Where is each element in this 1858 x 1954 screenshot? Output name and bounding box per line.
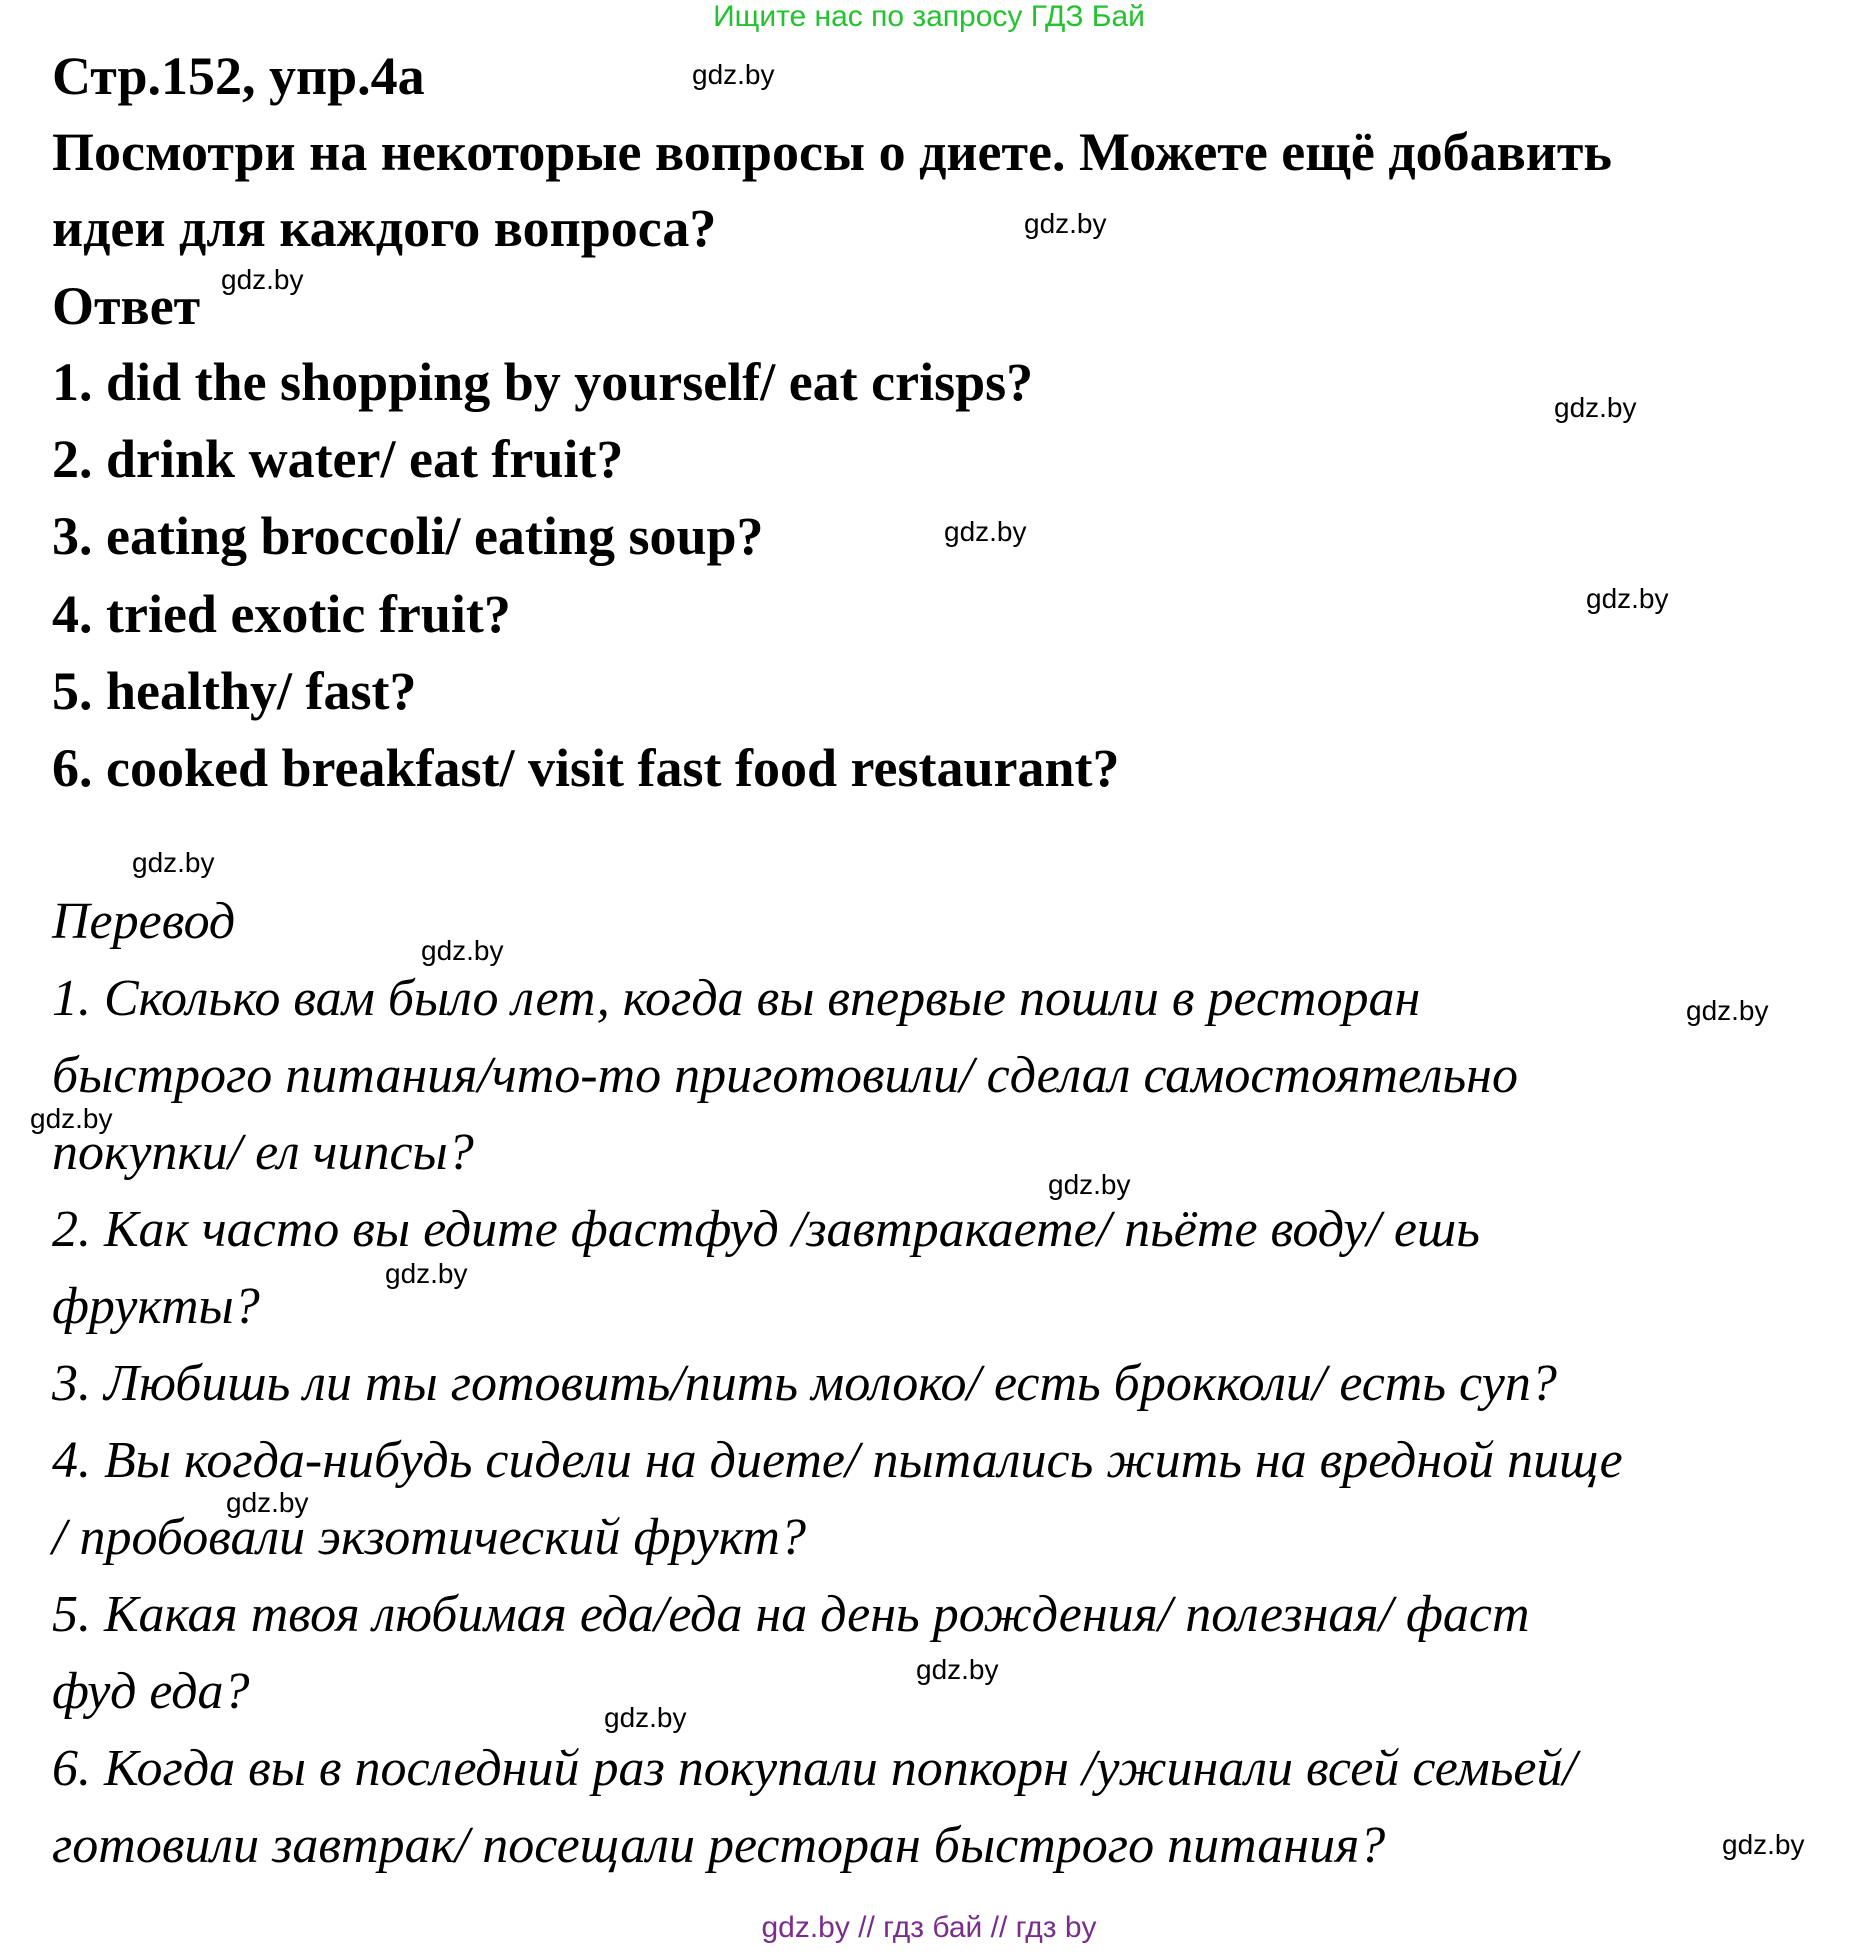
watermark: gdz.by bbox=[421, 935, 504, 966]
translation-line: 1. Сколько вам было лет, когда вы впервые пошли в ресторан bbox=[52, 970, 1421, 1027]
answer-item-2: 2. drink water/ eat fruit? bbox=[52, 429, 624, 489]
watermark: gdz.by bbox=[1048, 1169, 1131, 1200]
watermark: gdz.by bbox=[916, 1654, 999, 1685]
translation-line: 5. Какая твоя любимая еда/еда на день рождения/ полезная/ фаст bbox=[52, 1586, 1530, 1643]
watermark: gdz.by bbox=[1024, 208, 1107, 239]
watermark: gdz.by bbox=[385, 1258, 468, 1289]
answer-item-6: 6. cooked breakfast/ visit fast food restaurant? bbox=[52, 738, 1120, 798]
translation-line: покупки/ ел чипсы? bbox=[52, 1124, 474, 1181]
watermark: gdz.by bbox=[132, 847, 215, 878]
translation-line: фуд еда? bbox=[52, 1663, 250, 1720]
watermark: gdz.by bbox=[226, 1487, 309, 1518]
watermark: gdz.by bbox=[1554, 392, 1637, 423]
answer-item-4: 4. tried exotic fruit? bbox=[52, 584, 511, 644]
answer-item-5: 5. healthy/ fast? bbox=[52, 661, 417, 721]
task-text-line-2: идеи для каждого вопроса? bbox=[52, 198, 717, 258]
translation-label: Перевод bbox=[52, 893, 236, 950]
translation-line: 2. Как часто вы едите фастфуд /завтракаете/ пьёте воду/ ешь bbox=[52, 1201, 1480, 1258]
page-exercise-title: Стр.152, упр.4a bbox=[52, 46, 425, 106]
answer-label: Ответ bbox=[52, 276, 201, 336]
translation-line: / пробовали экзотический фрукт? bbox=[52, 1509, 806, 1566]
translation-line: 3. Любишь ли ты готовить/пить молоко/ есть брокколи/ есть суп? bbox=[52, 1355, 1557, 1412]
translation-line: фрукты? bbox=[52, 1278, 260, 1335]
watermark: gdz.by bbox=[1686, 995, 1769, 1026]
search-banner: Ищите нас по запросу ГДЗ Бай bbox=[713, 0, 1145, 33]
watermark: gdz.by bbox=[30, 1103, 113, 1134]
translation-line: 6. Когда вы в последний раз покупали попкорн /ужинали всей семьей/ bbox=[52, 1740, 1577, 1797]
answer-item-3: 3. eating broccoli/ eating soup? bbox=[52, 506, 764, 566]
footer-links: gdz.by // гдз бай // гдз by bbox=[761, 1911, 1097, 1944]
watermark: gdz.by bbox=[944, 516, 1027, 547]
task-text-line-1: Посмотри на некоторые вопросы о диете. Можете ещё добавить bbox=[52, 122, 1612, 182]
translation-line: 4. Вы когда-нибудь сидели на диете/ пытались жить на вредной пище bbox=[52, 1432, 1623, 1489]
watermark: gdz.by bbox=[604, 1702, 687, 1733]
watermark: gdz.by bbox=[221, 264, 304, 295]
translation-line: готовили завтрак/ посещали ресторан быстрого питания? bbox=[52, 1817, 1386, 1874]
watermark: gdz.by bbox=[1722, 1829, 1805, 1860]
answer-item-1: 1. did the shopping by yourself/ eat crisps? bbox=[52, 352, 1034, 412]
watermark: gdz.by bbox=[1586, 583, 1669, 614]
watermark: gdz.by bbox=[692, 59, 775, 90]
translation-line: быстрого питания/что-то приготовили/ сделал самостоятельно bbox=[52, 1047, 1518, 1104]
